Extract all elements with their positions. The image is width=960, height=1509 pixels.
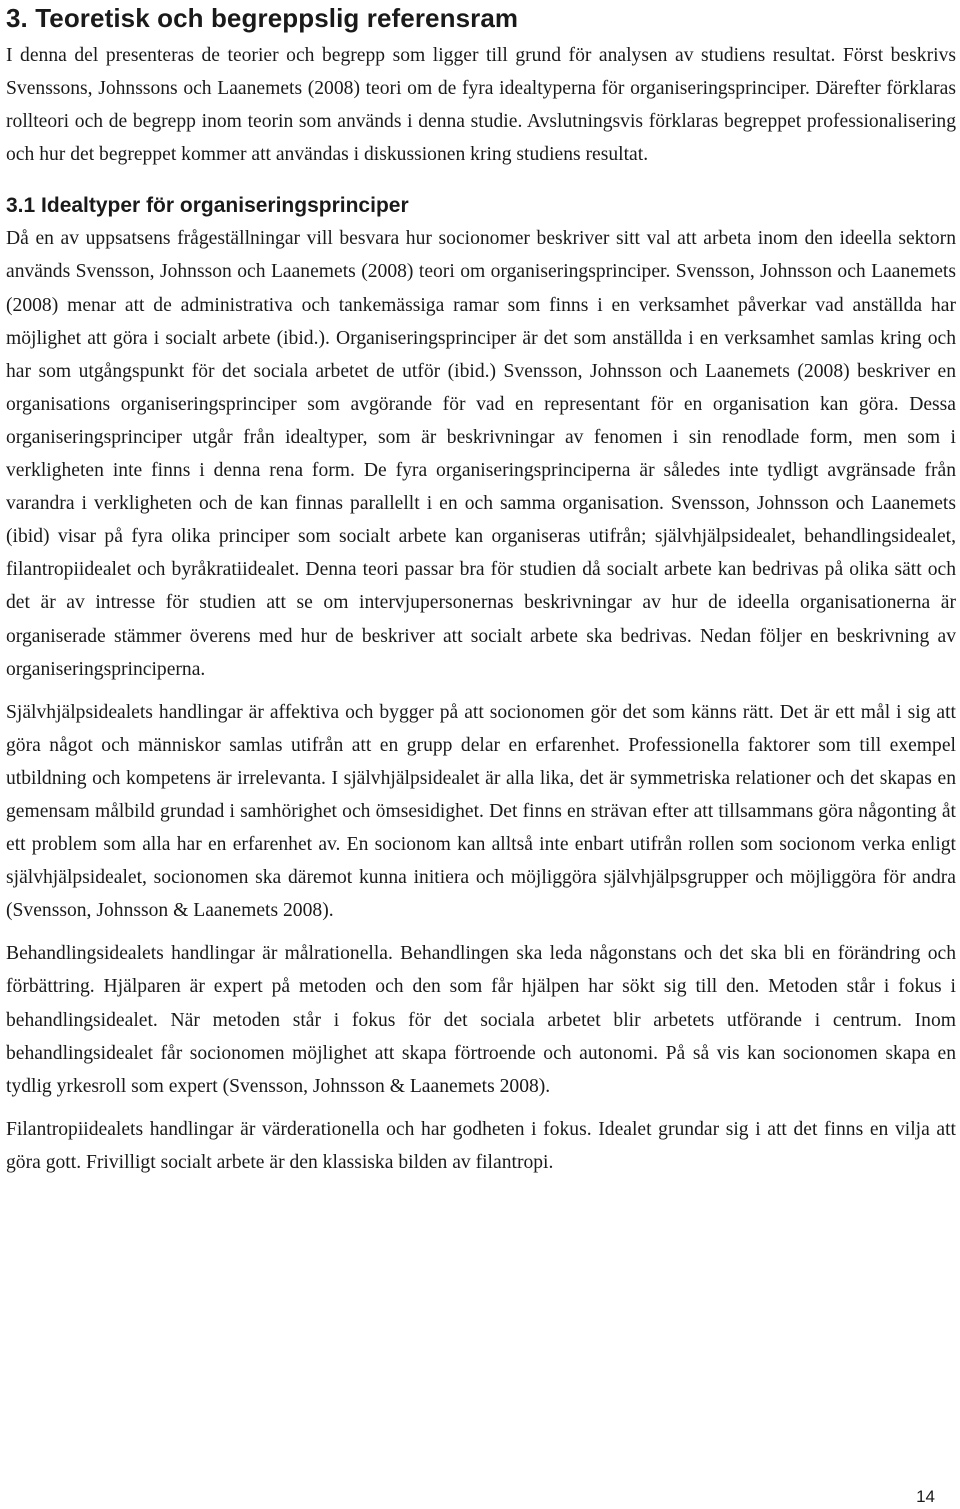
section-heading: 3. Teoretisk och begreppslig referensram (6, 3, 519, 33)
page-number: 14 (916, 1487, 935, 1506)
body-paragraph-organiseringsprinciper: Då en av uppsatsens frågeställningar vill besvara hur socionomer beskriver sitt val att arbeta inom den ideella sektorn används Svensson, Johnsson och Laanemets (2008) teori om organiseringsprinciper. Svensson, Johnsson och Laanemets (2008) menar att de administrativa och tankemässiga ramar som finns i en verksamhet påverkar vad anställda har möjlighet att göra i socialt arbete (ibid.). Organiseringsprinciper är det som anställda i en verksamhet samlas kring och har som utgångspunkt för det sociala arbetet de utför (ibid.) Svensson, Johnsson och Laanemets (2008) beskriver en organisations organiseringsprinciper som avgörande för vad en representant för en organisation kan göra. Dessa organiseringsprinciper utgår från idealtyper, som är beskrivningar av fenomen i sin renodlade form, men som i verkligheten inte finns i denna rena form. De fyra organiseringsprinciperna är således inte tydligt avgränsade från varandra i verkligheten och de kan finnas parallellt i en och samma organisation. Svensson, Johnsson och Laanemets (ibid) visar på fyra olika principer som socialt arbete kan organiseras utifrån; självhjälpsidealet, behandlingsidealet, filantropiidealet och byråkratiidealet. Denna teori passar bra för studien då socialt arbete kan bedrivas på olika sätt och det är av intresse för studien att se om intervjupersonernas beskrivningar av hur de ideella organisationerna är organiserade stämmer överens med hur de beskriver att socialt arbete ska bedrivas. Nedan följer en beskrivning av organiseringsprinciperna. (6, 228, 956, 680)
body-paragraph-sjalvhjalpsideal: Självhjälpsidealets handlingar är affektiva och bygger på att socionomen gör det som känns rätt. Det är ett mål i sig att göra något och människor samlas utifrån att en grupp delar en erfarenhet. Professionella faktorer som till exempel utbildning och kompetens är irrelevanta. I självhjälpsidealet är alla lika, det är symmetriska relationer och det skapas en gemensam målbild grundad i samhörighet och ömsesidighet. Det finns en strävan efter att tillsammans göra någonting åt ett problem som alla har en erfarenhet av. En socionom kan alltså inte enbart utifrån rollen som socionom verka enligt självhjälpsidealet, socionomen ska däremot kunna initiera och möjliggöra självhjälpsgrupper och möjliggöra för andra (Svensson, Johnsson & Laanemets 2008). (6, 701, 956, 922)
subsection-heading: 3.1 Idealtyper för organiseringsprinciper (6, 194, 409, 218)
document-page (6, 0, 956, 1179)
intro-paragraph: I denna del presenteras de teorier och begrepp som ligger till grund för analysen av studiens resultat. Först beskrivs Svenssons, Johnssons och Laanemets (2008) teori om de fyra idealtyperna för organiseringsprinciper. Därefter förklaras rollteori och de begrepp inom teorin som används i denna studie. Avslutningsvis förklaras begreppet professionalisering och hur det begreppet kommer att användas i diskussionen kring studiens resultat. (6, 45, 956, 166)
body-paragraph-filantropiideal: Filantropiidealets handlingar är värderationella och har godheten i fokus. Idealet grundar sig i att det finns en vilja att göra gott. Frivilligt socialt arbete är den klassiska bilden av filantropi. (6, 1118, 956, 1173)
body-paragraph-behandlingsideal: Behandlingsidealets handlingar är målrationella. Behandlingen ska leda någonstans och det ska bli en förändring och förbättring. Hjälparen är expert på metoden och den som får hjälpen har sökt sig till den. Metoden står i fokus i behandlingsidealet. När metoden står i fokus för det sociala arbetet blir arbetets utförande i centrum. Inom behandlingsidealet får socionomen möjlighet att skapa förtroende och autonomi. På så vis kan socionomen skapa en tydlig yrkesroll som expert (Svensson, Johnsson & Laanemets 2008). (6, 943, 956, 1097)
